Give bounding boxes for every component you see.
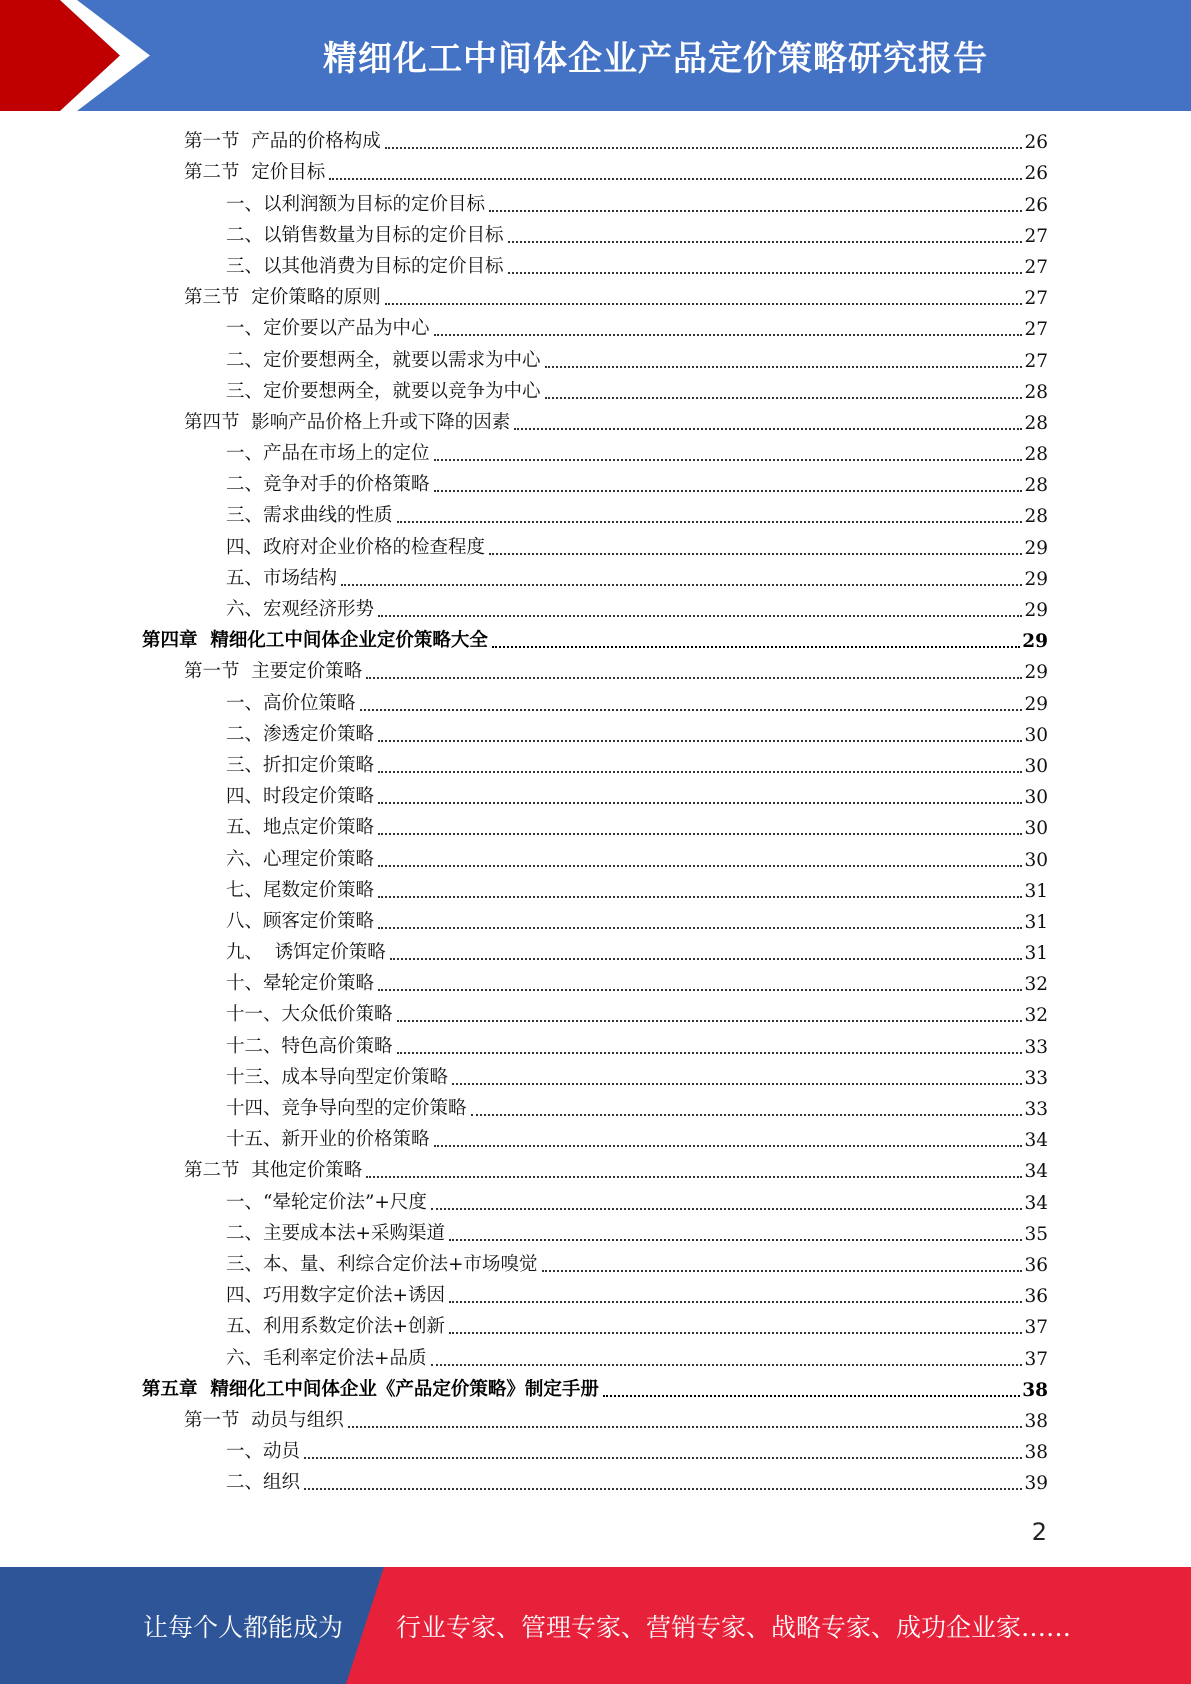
toc-chapter-entry[interactable] bbox=[0, 626, 1191, 657]
toc-section-entry[interactable] bbox=[0, 657, 1191, 688]
toc-item-entry[interactable] bbox=[0, 532, 1191, 563]
toc-entry-page: 37 bbox=[1024, 1317, 1048, 1339]
report-title: 精细化工中间体企业产品定价策略研究报告 bbox=[323, 39, 988, 79]
dot-leader bbox=[360, 709, 1023, 711]
toc-entry-title: 五、市场结构 bbox=[226, 567, 338, 589]
toc-entry-title: 三、本、量、利综合定价法+市场嗅觉 bbox=[226, 1253, 538, 1275]
toc-entry-title: 三、定价要想两全，就要以竞争为中心 bbox=[226, 380, 541, 402]
toc-entry-page: 36 bbox=[1024, 1254, 1048, 1276]
toc-entry-title: 第三节 定价策略的原则 bbox=[184, 287, 381, 309]
toc-entry-title: 第四节 影响产品价格上升或下降的因素 bbox=[184, 411, 511, 433]
toc-section-entry[interactable] bbox=[0, 1406, 1191, 1437]
toc-entry-title: 一、“晕轮定价法”+尺度 bbox=[226, 1191, 427, 1213]
toc-entry-title: 二、组织 bbox=[226, 1472, 301, 1494]
toc-entry-title: 十四、竞争导向型的定价策略 bbox=[226, 1098, 467, 1119]
toc-entry-page: 31 bbox=[1024, 911, 1048, 933]
toc-item-entry[interactable] bbox=[0, 907, 1191, 938]
toc-item-entry[interactable] bbox=[0, 470, 1191, 501]
toc-entry-page: 30 bbox=[1024, 755, 1048, 777]
toc-entry-title: 十一、大众低价策略 bbox=[226, 1004, 393, 1026]
toc-section-entry[interactable] bbox=[0, 408, 1191, 439]
toc-entry-page: 33 bbox=[1024, 1067, 1048, 1089]
toc-item-entry[interactable] bbox=[0, 1219, 1191, 1250]
toc-entry-page: 27 bbox=[1024, 350, 1048, 372]
dot-leader bbox=[366, 677, 1022, 679]
toc-entry-page: 34 bbox=[1024, 1192, 1048, 1214]
dot-leader bbox=[304, 1488, 1022, 1490]
toc-entry-page: 28 bbox=[1024, 381, 1048, 403]
toc-chapter-entry[interactable] bbox=[0, 1375, 1191, 1406]
dot-leader bbox=[341, 584, 1022, 586]
toc-section-entry[interactable] bbox=[0, 283, 1191, 314]
toc-item-entry[interactable] bbox=[0, 1343, 1191, 1374]
toc-entry-page: 38 bbox=[1024, 1410, 1048, 1432]
toc-entry-page: 27 bbox=[1024, 288, 1048, 310]
toc-item-entry[interactable] bbox=[0, 439, 1191, 470]
toc-item-entry[interactable] bbox=[0, 1187, 1191, 1218]
dot-leader bbox=[378, 802, 1022, 804]
toc-entry-title: 八、顾客定价策略 bbox=[226, 910, 375, 932]
dot-leader bbox=[397, 1020, 1023, 1022]
toc-item-entry[interactable] bbox=[0, 751, 1191, 782]
toc-item-entry[interactable] bbox=[0, 345, 1191, 376]
toc-entry-page: 28 bbox=[1024, 506, 1048, 528]
toc-entry-title: 七、尾数定价策略 bbox=[226, 879, 375, 901]
toc-entry-title: 二、以销售数量为目标的定价目标 bbox=[226, 224, 504, 246]
toc-section-entry[interactable] bbox=[0, 1156, 1191, 1187]
toc-entry-page: 31 bbox=[1024, 943, 1048, 965]
toc-entry-page: 37 bbox=[1024, 1348, 1048, 1370]
dot-leader bbox=[449, 1301, 1022, 1303]
dot-leader bbox=[348, 1426, 1023, 1428]
dot-leader bbox=[471, 1114, 1023, 1116]
dot-leader bbox=[449, 1332, 1022, 1334]
toc-entry-page: 29 bbox=[1024, 600, 1048, 621]
toc-entry-page: 29 bbox=[1024, 693, 1048, 715]
toc-entry-title: 十二、特色高价策略 bbox=[226, 1035, 393, 1057]
toc-entry-title: 六、宏观经济形势 bbox=[226, 599, 375, 620]
dot-leader bbox=[385, 303, 1023, 305]
toc-entry-page: 31 bbox=[1024, 880, 1048, 902]
toc-entry-title: 一、动员 bbox=[226, 1441, 301, 1463]
dot-leader bbox=[449, 1239, 1022, 1241]
dot-leader bbox=[452, 1083, 1022, 1085]
toc-item-entry[interactable] bbox=[0, 1125, 1191, 1156]
toc-item-entry[interactable] bbox=[0, 1468, 1191, 1499]
toc-section-entry[interactable] bbox=[0, 127, 1191, 158]
toc-entry-title: 一、高价位策略 bbox=[226, 692, 356, 714]
toc-entry-page: 27 bbox=[1024, 225, 1048, 247]
footer-slogan-right: 行业专家、管理专家、营销专家、战略专家、成功企业家…… bbox=[396, 1612, 1072, 1642]
toc-entry-title: 第二节 定价目标 bbox=[184, 162, 326, 184]
toc-entry-title: 三、需求曲线的性质 bbox=[226, 505, 393, 527]
toc-item-entry[interactable] bbox=[0, 564, 1191, 595]
dot-leader bbox=[378, 927, 1022, 929]
toc-entry-title: 四、政府对企业价格的检查程度 bbox=[226, 536, 486, 558]
dot-leader bbox=[434, 334, 1023, 336]
toc-entry-page: 30 bbox=[1024, 724, 1048, 746]
toc-entry-page: 38 bbox=[1022, 1379, 1048, 1401]
dot-leader bbox=[378, 989, 1022, 991]
toc-entry-title: 第五章 精细化工中间体企业《产品定价策略》制定手册 bbox=[142, 1378, 599, 1400]
toc-entry-title: 一、产品在市场上的定位 bbox=[226, 443, 430, 465]
toc-item-entry[interactable] bbox=[0, 1312, 1191, 1343]
dot-leader bbox=[378, 615, 1022, 617]
toc-item-entry[interactable] bbox=[0, 1250, 1191, 1281]
toc-entry-page: 29 bbox=[1024, 662, 1048, 684]
toc-entry-title: 五、利用系数定价法+创新 bbox=[226, 1316, 446, 1338]
toc-entry-page: 28 bbox=[1024, 475, 1048, 497]
toc-entry-title: 一、以利润额为目标的定价目标 bbox=[226, 193, 486, 215]
toc-item-entry[interactable] bbox=[0, 1281, 1191, 1312]
dot-leader bbox=[431, 1364, 1023, 1366]
toc-entry-page: 27 bbox=[1024, 319, 1048, 341]
toc-item-entry[interactable] bbox=[0, 969, 1191, 1000]
toc-item-entry[interactable] bbox=[0, 595, 1191, 626]
toc-entry-page: 30 bbox=[1024, 818, 1048, 840]
toc-entry-page: 29 bbox=[1024, 568, 1048, 590]
toc-entry-title: 三、以其他消费为目标的定价目标 bbox=[226, 255, 504, 277]
dot-leader bbox=[397, 521, 1023, 523]
toc-item-entry[interactable] bbox=[0, 813, 1191, 844]
dot-leader bbox=[378, 865, 1022, 867]
dot-leader bbox=[489, 210, 1022, 212]
dot-leader bbox=[378, 896, 1022, 898]
toc-entry-page: 30 bbox=[1024, 849, 1048, 871]
toc-entry-title: 第二节 其他定价策略 bbox=[184, 1160, 363, 1182]
toc-entry-title: 二、主要成本法+采购渠道 bbox=[226, 1222, 446, 1244]
dot-leader bbox=[434, 459, 1023, 461]
toc-entry-page: 29 bbox=[1022, 631, 1048, 653]
toc-entry-title: 第一节 主要定价策略 bbox=[184, 661, 363, 683]
toc-item-entry[interactable] bbox=[0, 844, 1191, 875]
toc-entry-page: 34 bbox=[1024, 1130, 1048, 1152]
dot-leader bbox=[434, 1145, 1023, 1147]
toc-entry-page: 33 bbox=[1024, 1099, 1048, 1120]
dot-leader bbox=[390, 958, 1023, 960]
toc-entry-title: 九、 诱饵定价策略 bbox=[226, 942, 386, 964]
toc-entry-page: 32 bbox=[1024, 974, 1048, 996]
page-header bbox=[0, 0, 1191, 111]
toc-entry-page: 39 bbox=[1024, 1473, 1048, 1495]
chevron-arrow-icon bbox=[0, 0, 160, 111]
dot-leader bbox=[378, 833, 1022, 835]
toc-entry-page: 34 bbox=[1024, 1161, 1048, 1183]
toc-item-entry[interactable] bbox=[0, 938, 1191, 969]
toc-item-entry[interactable] bbox=[0, 221, 1191, 252]
toc-entry-page: 35 bbox=[1024, 1223, 1048, 1245]
toc-entry-page: 36 bbox=[1024, 1286, 1048, 1308]
toc-entry-page: 29 bbox=[1024, 537, 1048, 559]
dot-leader bbox=[514, 428, 1022, 430]
toc-entry-page: 26 bbox=[1024, 194, 1048, 216]
toc-item-entry[interactable] bbox=[0, 1094, 1191, 1125]
toc-entry-title: 二、定价要想两全，就要以需求为中心 bbox=[226, 349, 541, 371]
toc-entry-title: 六、心理定价策略 bbox=[226, 848, 375, 870]
toc-entry-title: 二、渗透定价策略 bbox=[226, 723, 375, 745]
dot-leader bbox=[545, 366, 1023, 368]
dot-leader bbox=[366, 1176, 1022, 1178]
dot-leader bbox=[378, 740, 1022, 742]
toc-item-entry[interactable] bbox=[0, 1031, 1191, 1062]
dot-leader bbox=[431, 1208, 1023, 1210]
toc-entry-title: 二、竞争对手的价格策略 bbox=[226, 474, 430, 496]
dot-leader bbox=[489, 553, 1022, 555]
dot-leader bbox=[385, 147, 1023, 149]
dot-leader bbox=[397, 1052, 1023, 1054]
toc-item-entry[interactable] bbox=[0, 189, 1191, 220]
toc-entry-page: 33 bbox=[1024, 1036, 1048, 1058]
dot-leader bbox=[378, 771, 1022, 773]
dot-leader bbox=[545, 397, 1023, 399]
toc-entry-page: 28 bbox=[1024, 412, 1048, 434]
dot-leader bbox=[603, 1395, 1020, 1397]
toc-item-entry[interactable] bbox=[0, 720, 1191, 751]
toc-entry-title: 第一节 动员与组织 bbox=[184, 1409, 344, 1431]
toc-item-entry[interactable] bbox=[0, 1000, 1191, 1031]
toc-item-entry[interactable] bbox=[0, 377, 1191, 408]
toc-entry-title: 六、毛利率定价法+品质 bbox=[226, 1347, 427, 1369]
toc-entry-title: 一、定价要以产品为中心 bbox=[226, 318, 430, 340]
dot-leader bbox=[492, 646, 1020, 648]
dot-leader bbox=[508, 272, 1023, 274]
toc-entry-title: 十三、成本导向型定价策略 bbox=[226, 1066, 449, 1088]
toc-entry-title: 十、晕轮定价策略 bbox=[226, 973, 375, 995]
toc-entry-title: 五、地点定价策略 bbox=[226, 817, 375, 839]
toc-entry-title: 三、折扣定价策略 bbox=[226, 754, 375, 776]
toc-entry-title: 第四章 精细化工中间体企业定价策略大全 bbox=[142, 630, 488, 652]
toc-item-entry[interactable] bbox=[0, 688, 1191, 719]
toc-item-entry[interactable] bbox=[0, 782, 1191, 813]
toc-entry-page: 26 bbox=[1024, 163, 1048, 185]
dot-leader bbox=[434, 490, 1023, 492]
page-number: 2 bbox=[1031, 1518, 1047, 1546]
table-of-contents bbox=[0, 127, 1191, 1499]
page-footer bbox=[0, 1567, 1191, 1684]
toc-item-entry[interactable] bbox=[0, 314, 1191, 345]
dot-leader bbox=[304, 1457, 1022, 1459]
toc-entry-page: 26 bbox=[1024, 132, 1048, 154]
toc-entry-page: 30 bbox=[1024, 787, 1048, 809]
toc-entry-title: 四、巧用数字定价法+诱因 bbox=[226, 1285, 446, 1307]
toc-item-entry[interactable] bbox=[0, 501, 1191, 532]
toc-entry-page: 28 bbox=[1024, 444, 1048, 466]
dot-leader bbox=[508, 241, 1023, 243]
toc-entry-title: 四、时段定价策略 bbox=[226, 786, 375, 808]
toc-item-entry[interactable] bbox=[0, 1063, 1191, 1094]
dot-leader bbox=[542, 1270, 1023, 1272]
footer-slogan-left: 让每个人都能成为 bbox=[143, 1612, 344, 1642]
dot-leader bbox=[329, 178, 1022, 180]
toc-entry-title: 十五、新开业的价格策略 bbox=[226, 1129, 430, 1151]
toc-entry-page: 27 bbox=[1024, 256, 1048, 278]
toc-item-entry[interactable] bbox=[0, 252, 1191, 283]
toc-entry-page: 32 bbox=[1024, 1005, 1048, 1027]
toc-item-entry[interactable] bbox=[0, 876, 1191, 907]
toc-entry-title: 第一节 产品的价格构成 bbox=[184, 131, 381, 153]
toc-entry-page: 38 bbox=[1024, 1442, 1048, 1464]
toc-item-entry[interactable] bbox=[0, 1437, 1191, 1468]
toc-section-entry[interactable] bbox=[0, 158, 1191, 189]
